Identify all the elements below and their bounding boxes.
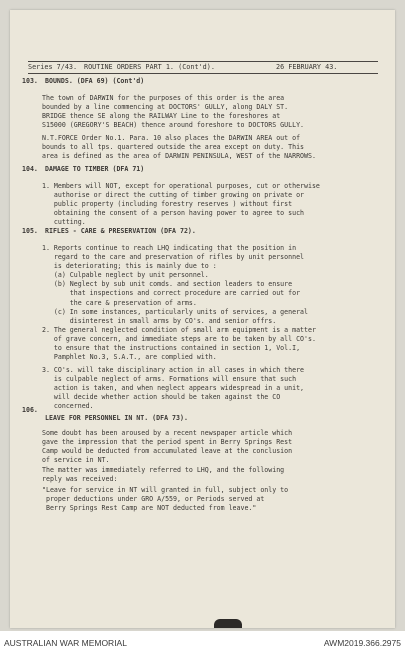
section-105-paragraph-3: 3. CO's. will take disciplinary action in all cases in which there is culpable neglect of arms. Formations will ensure that such action is taken, and when neglect appears widespread in a unit, will decide whether action should be taken against the CO concerned. bbox=[42, 366, 305, 411]
header-title: ROUTINE ORDERS PART 1. (Cont'd). bbox=[84, 63, 215, 71]
section-106-paragraph-2: The matter was immediately referred to LHQ, and the following reply was received: bbox=[42, 466, 285, 484]
footer-bar bbox=[0, 631, 405, 653]
section-105-number: 105. bbox=[22, 227, 38, 235]
section-103-number: 103. bbox=[22, 77, 38, 85]
section-104-heading: DAMAGE TO TIMBER (DFA 71) bbox=[45, 165, 145, 173]
section-105-heading: RIFLES - CARE & PRESERVATION (DFA 72). bbox=[45, 227, 196, 235]
header-date: 26 FEBRUARY 43. bbox=[276, 63, 338, 71]
section-106-heading: LEAVE FOR PERSONNEL IN NT. (DFA 73). bbox=[45, 414, 188, 422]
section-103-paragraph-1: The town of DARWIN for the purposes of this order is the area bounded by a line commencing at DOCTORS' GULLY, along DALY ST. BRIDGE thence SE along the RAILWAY Line to the foreshores at S15000 (GREGORY'S BEACH) thence around foreshore to DOCTORS GULLY. bbox=[42, 94, 305, 130]
section-104-paragraph-1: 1. Members will NOT, except for operational purposes, cut or otherwise authorise or direct the cutting of timber growing on private or public property (including forestry reserves ) without first obtaining the consent of a person having power to agree to such cutting. bbox=[42, 182, 320, 227]
section-105-paragraph-2: 2. The general neglected condition of small arm equipment is a matter of grave concern, and immediate steps are to be taken by all CO's. to ensure that the instructions contained in section 1, Vol.I, Pamphlet No.3, S.A.T., are complied with. bbox=[42, 326, 316, 362]
section-104-number: 104. bbox=[22, 165, 38, 173]
document-page bbox=[10, 10, 395, 628]
section-106-quoted-reply: "Leave for service in NT will granted in full, subject only to proper deductions under GRO A/559, or Periods served at Berry Springs Rest Camp are NOT deducted from leave." bbox=[42, 486, 289, 513]
section-105-paragraph-1: 1. Reports continue to reach LHQ indicating that the position in regard to the care and preservation of rifles by unit personnel is deteriorating; this is mainly due to : (a) Culpable neglect by unit personnel. (b) Neglect by sub unit comds. and section leaders to ensure that inspections and correct procedure are carried out for the care & preservation of arms. (c) In some instances, particularly units of services, a general disinterest in small arms by CO's. and senior offrs. bbox=[42, 244, 308, 325]
section-103-heading: BOUNDS. (DFA 69) (Cont'd) bbox=[45, 77, 145, 85]
header-rule-bottom bbox=[28, 73, 378, 74]
binder-tab bbox=[214, 619, 242, 628]
header-series: Series 7/43. bbox=[28, 63, 78, 71]
section-103-paragraph-2: N.T.FORCE Order No.1. Para. 10 also places the DARWIN AREA out of bounds to all tps. quartered outside the area except on duty. This area is defined as the area of DARWIN PENINSULA, WEST of the NARROWS. bbox=[42, 134, 316, 161]
section-106-paragraph-1: Some doubt has been aroused by a recent newspaper article which gave the impression that the period spent in Berry Springs Rest Camp would be deducted from accumulated leave at the conclusion of service in NT. bbox=[42, 429, 293, 465]
header-rule-top bbox=[28, 61, 378, 62]
footer-accession-number: AWM2019.366.2975 bbox=[323, 638, 401, 648]
section-106-number: 106. bbox=[22, 406, 38, 414]
footer-institution: AUSTRALIAN WAR MEMORIAL bbox=[4, 638, 127, 648]
